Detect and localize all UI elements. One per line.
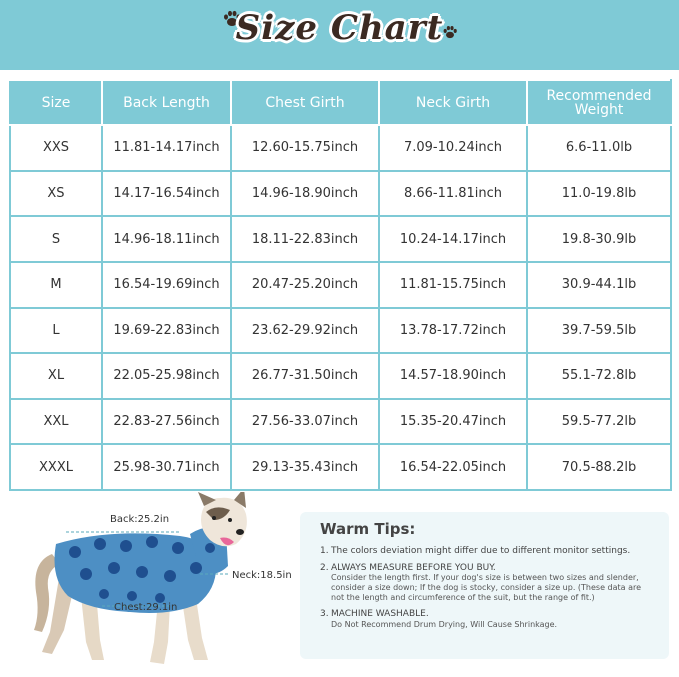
column-header: Chest Girth: [231, 80, 379, 125]
tips-title: Warm Tips:: [320, 520, 416, 538]
tip-item: [320, 609, 655, 630]
table-row: [10, 308, 671, 354]
table-row: [10, 444, 671, 490]
table-row: [10, 262, 671, 308]
tip-detail: Do Not Recommend Drum Drying, Will Cause Shrinkage.: [331, 619, 558, 629]
table-cell: XXS: [10, 125, 102, 171]
table-cell: 30.9-44.1lb: [527, 262, 671, 308]
column-header: Size: [10, 80, 102, 125]
page-title: Size Chart: [235, 8, 444, 48]
table-header-row: [10, 80, 671, 125]
table-row: [10, 353, 671, 399]
table-cell: 8.66-11.81inch: [379, 171, 527, 217]
table-cell: 20.47-25.20inch: [231, 262, 379, 308]
size-table: [9, 79, 672, 491]
table-cell: 7.09-10.24inch: [379, 125, 527, 171]
tip-detail: Consider the length first. If your dog's size is between two sizes and slender, consider a size down; If the dog is stocky, consider a size up. (These data are not the length and circumference of the suit, but the range of fit.): [331, 573, 642, 602]
table-cell: 11.0-19.8lb: [527, 171, 671, 217]
table-cell: 39.7-59.5lb: [527, 308, 671, 354]
table-cell: 70.5-88.2lb: [527, 444, 671, 490]
tip-number: 1.: [320, 546, 329, 556]
tip-text: MACHINE WASHABLE.: [331, 609, 429, 619]
table-cell: L: [10, 308, 102, 354]
table-cell: XL: [10, 353, 102, 399]
column-header: Back Length: [102, 80, 231, 125]
table-cell: 14.17-16.54inch: [102, 171, 231, 217]
table-cell: 6.6-11.0lb: [527, 125, 671, 171]
table-cell: XXL: [10, 399, 102, 445]
table-cell: S: [10, 216, 102, 262]
table-cell: 59.5-77.2lb: [527, 399, 671, 445]
table-cell: 27.56-33.07inch: [231, 399, 379, 445]
chest-measurement-label: Chest:29.1in: [114, 602, 178, 613]
tip-number: 3.: [320, 609, 329, 619]
table-row: [10, 216, 671, 262]
table-cell: 26.77-31.50inch: [231, 353, 379, 399]
table-cell: 11.81-14.17inch: [102, 125, 231, 171]
table-row: [10, 399, 671, 445]
table-cell: XXXL: [10, 444, 102, 490]
table-cell: 19.69-22.83inch: [102, 308, 231, 354]
dog-illustration: [30, 492, 300, 672]
table-cell: 14.96-18.90inch: [231, 171, 379, 217]
table-cell: 19.8-30.9lb: [527, 216, 671, 262]
table-cell: 23.62-29.92inch: [231, 308, 379, 354]
table-cell: 11.81-15.75inch: [379, 262, 527, 308]
column-header: Neck Girth: [379, 80, 527, 125]
table-row: [10, 171, 671, 217]
neck-measurement-label: Neck:18.5in: [232, 570, 292, 581]
table-cell: 22.83-27.56inch: [102, 399, 231, 445]
table-cell: 10.24-14.17inch: [379, 216, 527, 262]
back-measurement-label: Back:25.2in: [110, 514, 170, 525]
column-header: Recommended Weight: [527, 80, 671, 125]
table-cell: 55.1-72.8lb: [527, 353, 671, 399]
tip-item: [320, 546, 655, 557]
table-cell: 18.11-22.83inch: [231, 216, 379, 262]
table-cell: 22.05-25.98inch: [102, 353, 231, 399]
table-cell: 16.54-19.69inch: [102, 262, 231, 308]
table-cell: M: [10, 262, 102, 308]
table-cell: 15.35-20.47inch: [379, 399, 527, 445]
table-cell: 16.54-22.05inch: [379, 444, 527, 490]
table-cell: 14.57-18.90inch: [379, 353, 527, 399]
warm-tips-panel: [300, 512, 669, 659]
table-cell: XS: [10, 171, 102, 217]
table-cell: 25.98-30.71inch: [102, 444, 231, 490]
table-cell: 13.78-17.72inch: [379, 308, 527, 354]
table-row: [10, 125, 671, 171]
table-cell: 29.13-35.43inch: [231, 444, 379, 490]
table-cell: 12.60-15.75inch: [231, 125, 379, 171]
tip-text: The colors deviation might differ due to different monitor settings.: [331, 546, 631, 556]
tip-text: ALWAYS MEASURE BEFORE YOU BUY.: [331, 562, 496, 573]
table-cell: 14.96-18.11inch: [102, 216, 231, 262]
tip-number: 2.: [320, 562, 329, 573]
tip-item: [320, 563, 655, 604]
